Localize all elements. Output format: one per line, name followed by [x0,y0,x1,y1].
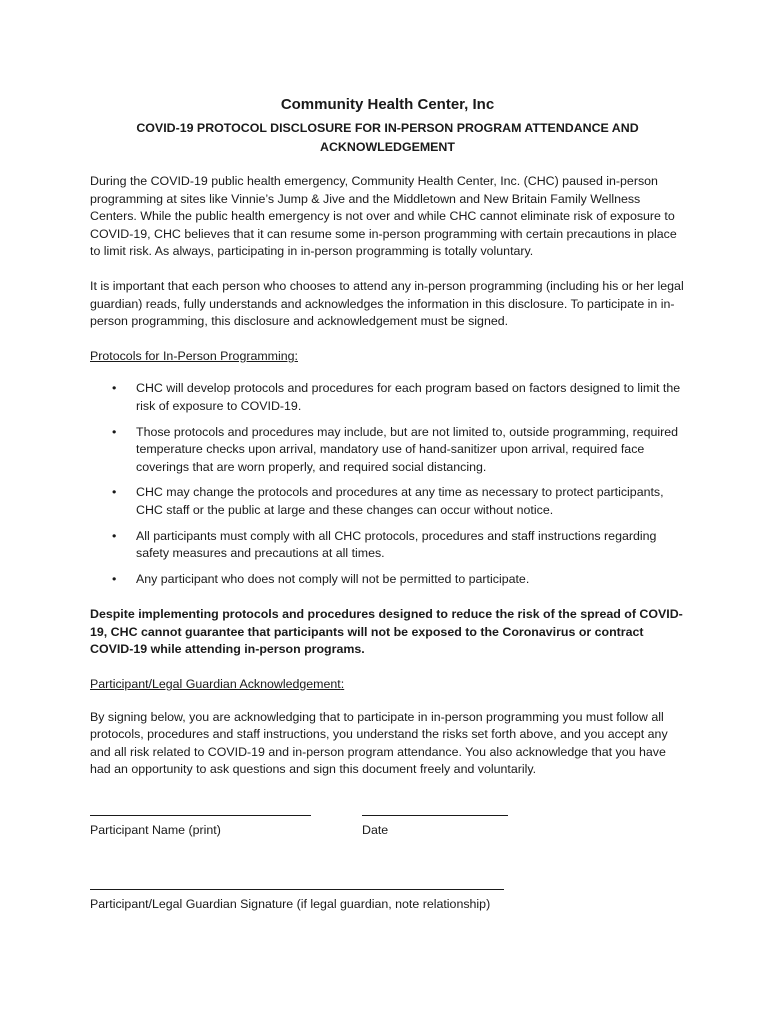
intro-paragraph: During the COVID-19 public health emergency, Community Health Center, Inc. (CHC) paused in-person programming at sites like Vinnie’s Jump & Jive and the Middletown and New Britain Family Wellness Centers. While the public health emergency is not over and while CHC cannot eliminate risk of exposure to COVID-19, CHC believes that it can resume some in-person programming with certain precautions in place to limit risk. As always, participating in in-person programming is totally voluntary. [90,174,677,259]
bullet-icon: • [112,424,117,439]
warning-paragraph: Despite implementing protocols and procedures designed to reduce the risk of the spread of COVID-19, CHC cannot guarantee that participants will not be exposed to the Coronavirus or contract COVID-19 while attending in-person programs. [90,607,683,657]
acknowledgement-paragraph: By signing below, you are acknowledging that to participate in in-person programming you must follow all protocols, procedures and staff instructions, you understand the risks set forth above, and you accept any and all risk related to COVID-19 and in-person program attendance. You also acknowledge that you have had an opportunity to ask questions and sign this document freely and voluntarily. [90,709,668,777]
participant-name-label: Participant Name (print) [90,823,221,838]
bullet-icon: • [112,528,117,543]
protocols-heading: Protocols for In-Person Programming: [90,348,298,363]
participant-name-line[interactable] [90,807,311,816]
document-content [90,95,685,915]
signature-row-signature [90,881,685,915]
bullet-icon: • [112,571,117,586]
signature-label: Participant/Legal Guardian Signature (if legal guardian, note relationship) [90,897,491,912]
organization-name: Community Health Center, Inc [280,96,495,113]
importance-paragraph: It is important that each person who chooses to attend any in-person programming (including his or her legal guardian) reads, fully understands and acknowledges the information in this disclosure. To participate in in-person programming, this disclosure and acknowledgement must be signed. [90,278,684,329]
protocol-text: Those protocols and procedures may include, but are not limited to, outside programming, required temperature checks upon arrival, mandatory use of hand-sanitizer upon arrival, required face coverings that are worn properly, and required social distancing. [136,424,679,474]
date-block [362,807,508,840]
participant-name-block [90,807,311,840]
list-item [90,380,685,415]
protocol-text: Any participant who does not comply will not be permitted to participate. [136,571,530,586]
signature-block [90,881,504,914]
date-line[interactable] [362,807,508,816]
protocols-list [90,380,685,588]
list-item [90,484,685,519]
acknowledgement-heading-text: Participant/Legal Guardian Acknowledgement [90,677,341,692]
list-item [90,571,685,589]
protocol-text: All participants must comply with all CHC protocols, procedures and staff instructions regarding safety measures and precautions at all times. [136,528,657,561]
bullet-icon: • [112,485,117,500]
date-label: Date [362,823,389,838]
acknowledgement-heading: Participant/Legal Guardian Acknowledgement: [90,677,345,692]
signature-line[interactable] [90,881,504,890]
bullet-icon: • [112,381,117,396]
protocol-text: CHC may change the protocols and procedures at any time as necessary to protect participants, CHC staff or the public at large and these changes can occur without notice. [136,485,664,517]
protocols-heading-text: Protocols for In-Person Programming [90,348,295,363]
protocol-text: CHC will develop protocols and procedures for each program based on factors designed to limit the risk of exposure to COVID-19. [136,381,681,413]
list-item [90,528,685,563]
document-title: COVID-19 PROTOCOL DISCLOSURE FOR IN-PERSON PROGRAM ATTENDANCE AND ACKNOWLEDGEMENT [136,121,639,154]
signature-row-name-date [90,807,685,841]
list-item [90,424,685,477]
